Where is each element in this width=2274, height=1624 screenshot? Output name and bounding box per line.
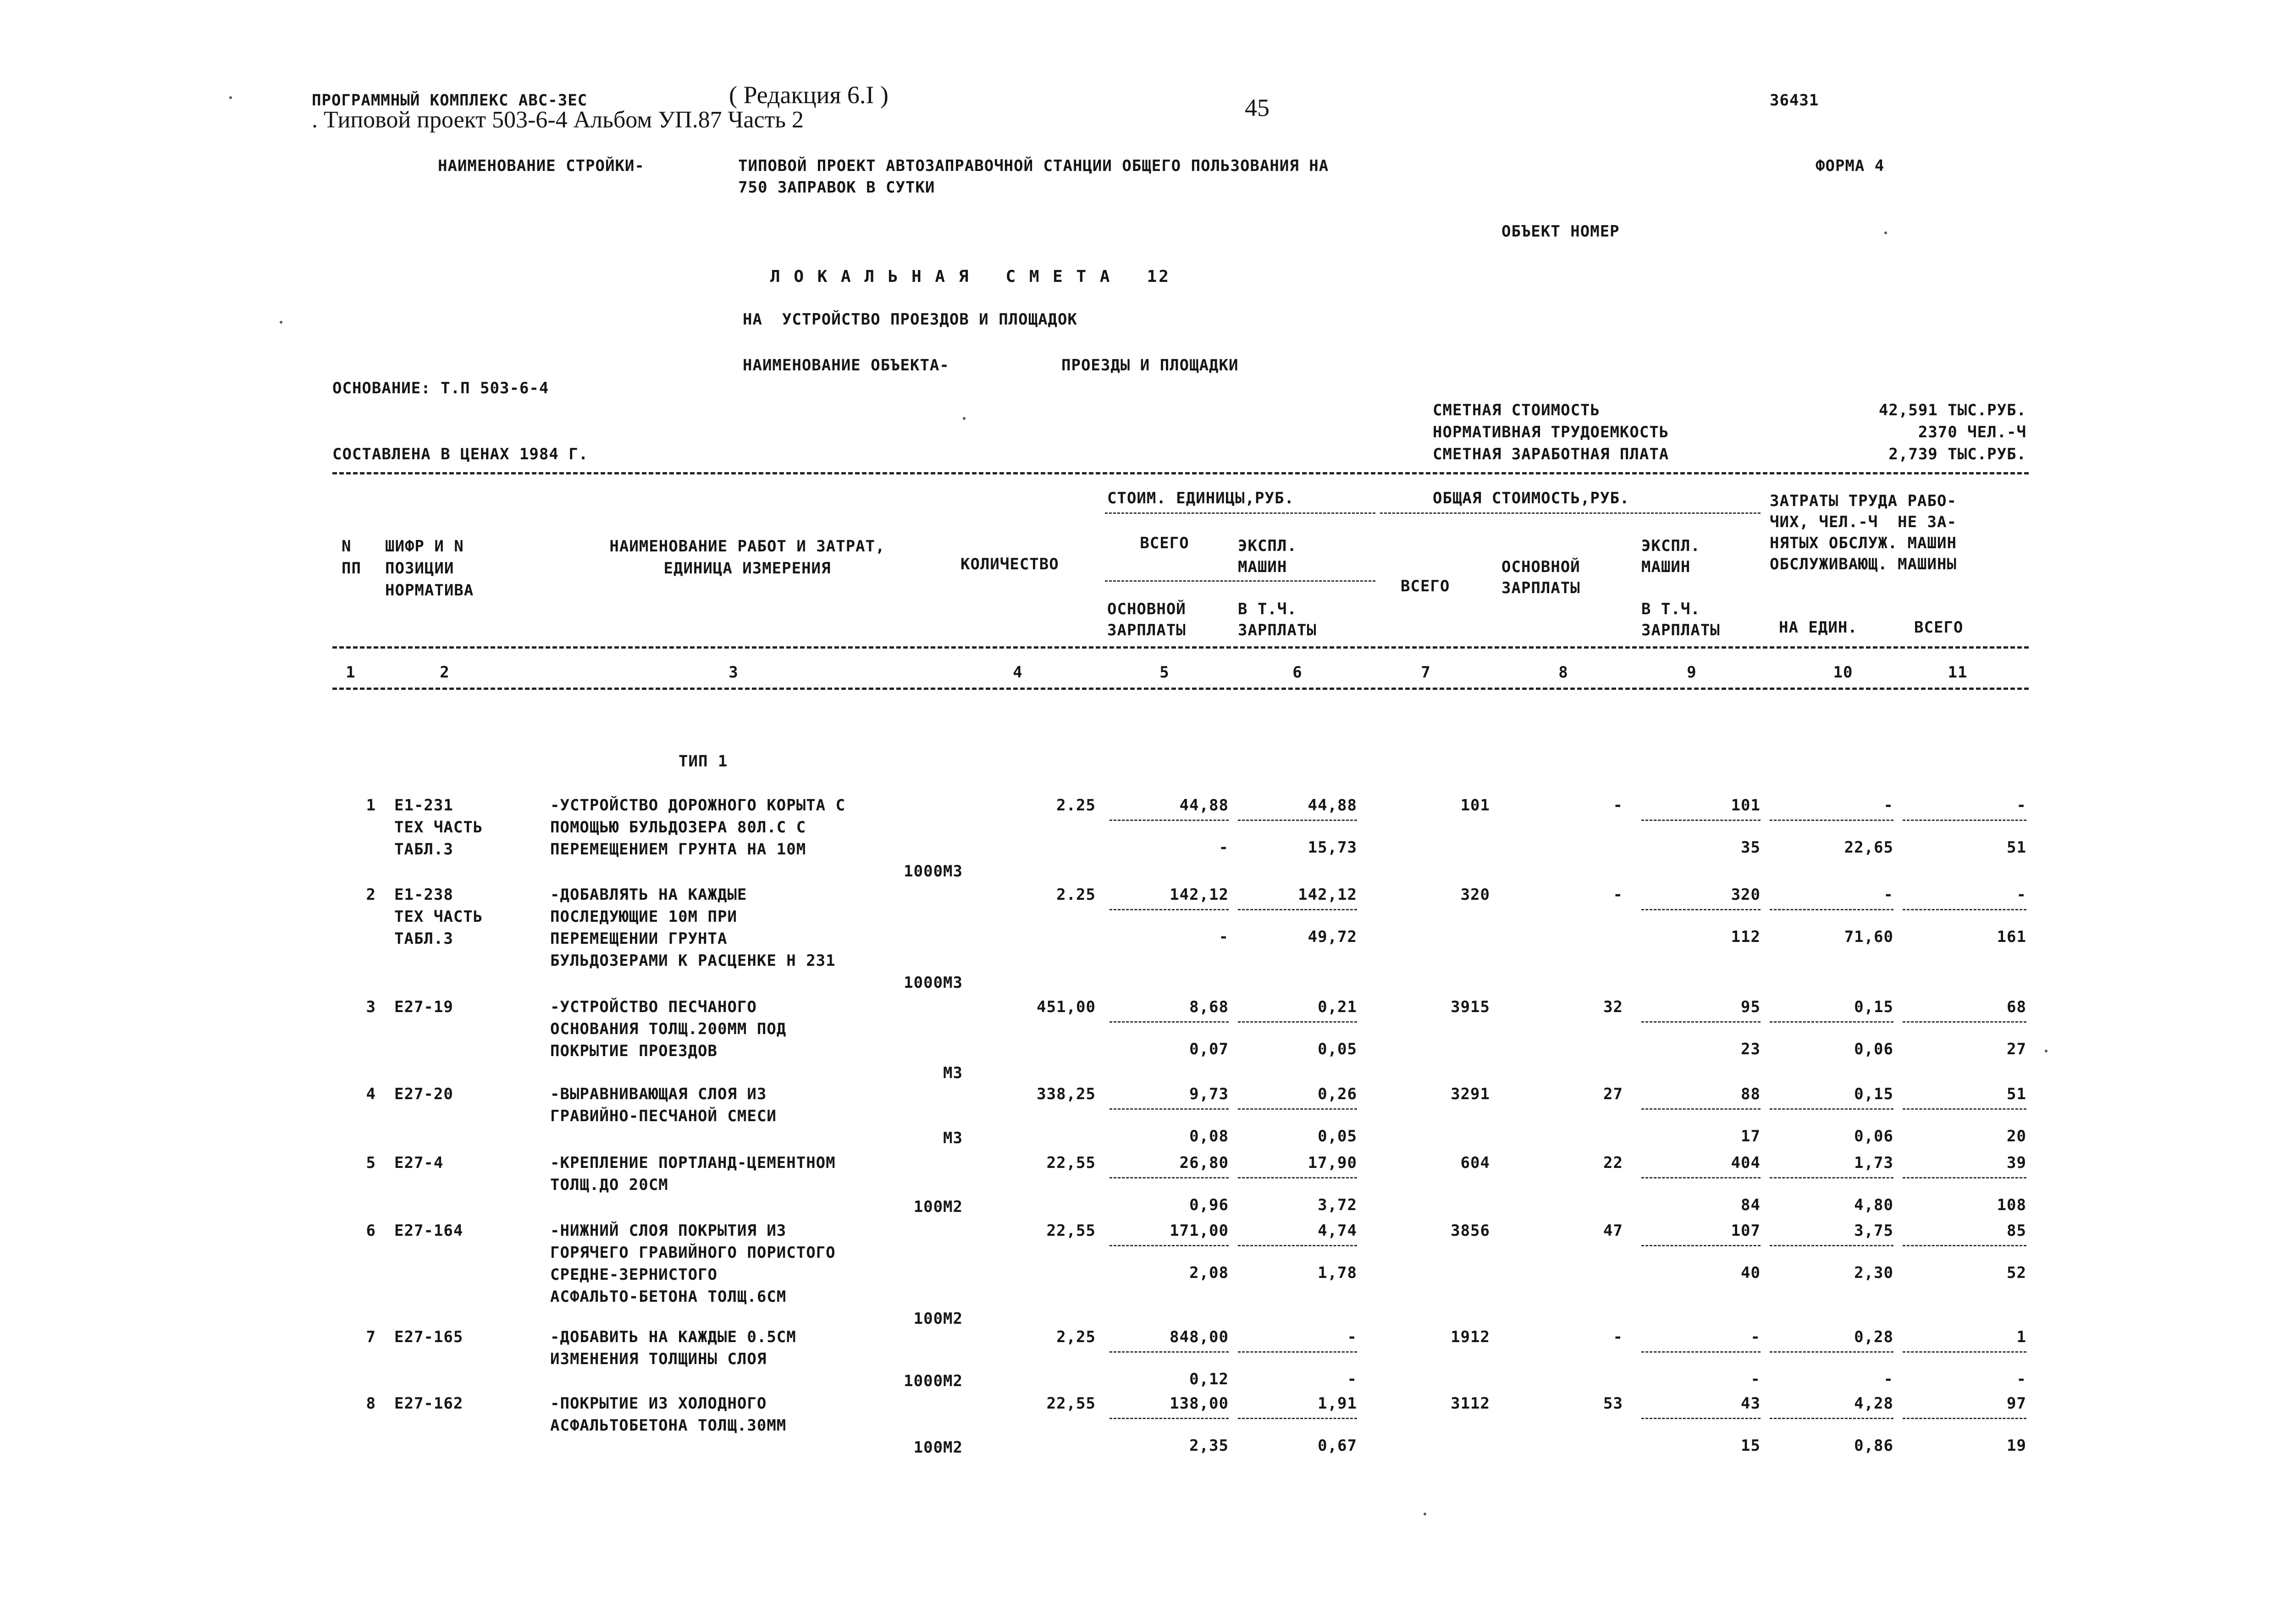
unit-cost-wage: -	[1219, 928, 1229, 946]
unit-cost-wage: -	[1219, 838, 1229, 857]
labor-total-machine: 108	[1997, 1196, 2026, 1214]
cell-divider	[1641, 1245, 1761, 1246]
labor-per-unit: -	[1883, 796, 1893, 815]
cell-divider	[1641, 1418, 1761, 1419]
unit-cost-machines: 17,90	[1308, 1154, 1357, 1172]
labor-per-unit: -	[1883, 886, 1893, 904]
cell-divider	[1903, 1351, 2026, 1353]
row-number: 2	[366, 886, 376, 904]
unit-cost-total: 8,68	[1189, 998, 1229, 1016]
total-wage: -	[1613, 886, 1623, 904]
row-quantity: 2.25	[1056, 886, 1096, 904]
labor-total-machine: 161	[1997, 928, 2026, 946]
header-bottom-rule	[332, 688, 2029, 690]
cell-divider	[1770, 1418, 1893, 1419]
total-wage: 32	[1603, 998, 1623, 1016]
column-number: 7	[1421, 663, 1431, 682]
unit-cost-machine-wage: 0,05	[1318, 1127, 1357, 1145]
total-machines: 95	[1741, 998, 1761, 1016]
labor-per-unit: 0,28	[1854, 1328, 1893, 1346]
col-header-total-mach: ЭКСПЛ. МАШИН	[1641, 537, 1700, 576]
cell-divider	[1903, 1108, 2026, 1110]
labor-per-unit: 1,73	[1854, 1154, 1893, 1172]
unit-cost-machines: 44,88	[1308, 796, 1357, 815]
doc-code: 36431	[1770, 91, 1819, 110]
unit-cost-wage: 0,08	[1189, 1127, 1229, 1145]
cell-divider	[1770, 1245, 1893, 1246]
summary-label-labor: НОРМАТИВНАЯ ТРУДОЕМКОСТЬ	[1433, 423, 1669, 441]
total-machine-wage: 112	[1731, 928, 1761, 946]
labor-per-unit-machine: 0,06	[1854, 1040, 1893, 1058]
cell-divider	[1109, 1418, 1229, 1419]
total-cost: 604	[1460, 1154, 1490, 1172]
column-number: 5	[1159, 663, 1170, 682]
row-code: ТЕХ ЧАСТЬ	[394, 818, 483, 837]
scan-speck	[229, 96, 232, 99]
labor-total-machine: 27	[2007, 1040, 2026, 1058]
cell-divider	[1770, 1351, 1893, 1353]
scan-speck	[1424, 1513, 1426, 1515]
row-number: 8	[366, 1394, 376, 1413]
row-quantity: 22,55	[1046, 1154, 1096, 1172]
col-header-unit-total: ВСЕГО	[1140, 534, 1189, 552]
cell-divider	[1109, 1108, 1229, 1110]
labor-total-machine: -	[2016, 1370, 2026, 1388]
cell-divider	[1238, 1108, 1357, 1110]
total-machines: 320	[1731, 886, 1761, 904]
cell-divider	[1641, 1177, 1761, 1178]
unit-cost-machines: 0,21	[1318, 998, 1357, 1016]
row-unit: М3	[943, 1064, 963, 1082]
labor-total: 68	[2007, 998, 2026, 1016]
column-number: 11	[1948, 663, 1968, 682]
labor-total-machine: 51	[2007, 838, 2026, 857]
unit-cost-total: 26,80	[1179, 1154, 1229, 1172]
edition-label: ( Редакция 6.I )	[729, 81, 889, 109]
table-top-rule	[332, 472, 2029, 474]
row-quantity: 451,00	[1037, 998, 1096, 1016]
col-header-no: N ПП	[342, 537, 361, 578]
unit-cost-total: 142,12	[1170, 886, 1229, 904]
total-cost: 320	[1460, 886, 1490, 904]
row-unit: 100М2	[913, 1310, 963, 1328]
row-name: -КРЕПЛЕНИЕ ПОРТЛАНД-ЦЕМЕНТНОМ	[550, 1154, 836, 1172]
page-subtitle: НА УСТРОЙСТВО ПРОЕЗДОВ И ПЛОЩАДОК	[743, 310, 1077, 329]
row-code: Е1-238	[394, 886, 453, 904]
row-name: СРЕДНЕ-ЗЕРНИСТОГО	[550, 1266, 718, 1284]
column-number: 3	[729, 663, 739, 682]
labor-per-unit: 3,75	[1854, 1222, 1893, 1240]
divider	[1380, 512, 1761, 514]
construction-line1: ТИПОВОЙ ПРОЕКТ АВТОЗАПРАВОЧНОЙ СТАНЦИИ ОБЩЕГО ПОЛЬЗОВАНИЯ НА	[738, 157, 1329, 175]
row-code: ТЕХ ЧАСТЬ	[394, 908, 483, 926]
unit-cost-total: 848,00	[1170, 1328, 1229, 1346]
col-header-labor-total: ВСЕГО	[1914, 618, 1964, 637]
row-code: Е27-162	[394, 1394, 464, 1413]
scan-speck	[2045, 1050, 2048, 1052]
row-number: 6	[366, 1222, 376, 1240]
labor-total: 51	[2007, 1085, 2026, 1103]
program-label: ПРОГРАММНЫЙ КОМПЛЕКС АВС-3ЕС	[312, 91, 588, 110]
unit-cost-total: 171,00	[1170, 1222, 1229, 1240]
unit-cost-machine-wage: 1,78	[1318, 1264, 1357, 1282]
row-unit: 1000М3	[904, 862, 963, 881]
cell-divider	[1109, 820, 1229, 821]
row-code: Е1-231	[394, 796, 453, 815]
project-label: . Типовой проект 503-6-4 Альбом УП.87 Часть 2	[312, 107, 804, 133]
row-code: Е27-4	[394, 1154, 444, 1172]
unit-cost-machine-wage: 0,05	[1318, 1040, 1357, 1058]
labor-per-unit-machine: 71,60	[1844, 928, 1893, 946]
row-quantity: 22,55	[1046, 1394, 1096, 1413]
row-number: 7	[366, 1328, 376, 1346]
col-header-labor: ЗАТРАТЫ ТРУДА РАБО- ЧИХ, ЧЕЛ.-Ч НЕ ЗА- НЯТЫХ ОБСЛУЖ. МАШИН ОБСЛУЖИВАЮЩ. МАШИНЫ	[1770, 492, 1957, 573]
cell-divider	[1903, 1021, 2026, 1023]
row-name: БУЛЬДОЗЕРАМИ К РАСЦЕНКЕ Н 231	[550, 952, 836, 970]
col-header-total-cost: ОБЩАЯ СТОИМОСТЬ,РУБ.	[1433, 489, 1630, 507]
total-machines: 404	[1731, 1154, 1761, 1172]
col-header-total-all: ВСЕГО	[1401, 577, 1450, 595]
divider	[1105, 512, 1375, 514]
row-code: Е27-164	[394, 1222, 464, 1240]
total-wage: 27	[1603, 1085, 1623, 1103]
unit-cost-machines: 1,91	[1318, 1394, 1357, 1413]
column-number: 6	[1292, 663, 1303, 682]
cell-divider	[1238, 1177, 1357, 1178]
total-machines: 88	[1741, 1085, 1761, 1103]
unit-cost-total: 138,00	[1170, 1394, 1229, 1413]
row-number: 4	[366, 1085, 376, 1103]
row-name: -ВЫРАВНИВАЮЩАЯ СЛОЯ ИЗ	[550, 1085, 767, 1103]
labor-per-unit-machine: 2,30	[1854, 1264, 1893, 1282]
row-name: ПОКРЫТИЕ ПРОЕЗДОВ	[550, 1042, 718, 1060]
divider	[1105, 580, 1375, 582]
row-unit: 1000М3	[904, 974, 963, 992]
row-code: ТАБЛ.3	[394, 840, 453, 859]
row-unit: М3	[943, 1129, 963, 1147]
labor-per-unit-machine: 22,65	[1844, 838, 1893, 857]
labor-total: -	[2016, 796, 2026, 815]
col-header-total-wage: ОСНОВНОЙ ЗАРПЛАТЫ	[1501, 558, 1580, 597]
unit-cost-machines: -	[1347, 1328, 1357, 1346]
summary-label-wage: СМЕТНАЯ ЗАРАБОТНАЯ ПЛАТА	[1433, 445, 1669, 463]
total-cost: 3856	[1451, 1222, 1490, 1240]
col-header-name: НАИМЕНОВАНИЕ РАБОТ И ЗАТРАТ, ЕДИНИЦА ИЗМЕРЕНИЯ	[609, 537, 885, 578]
row-name: -ДОБАВИТЬ НА КАЖДЫЕ 0.5СМ	[550, 1328, 796, 1346]
column-number: 2	[440, 663, 450, 682]
total-machine-wage: 40	[1741, 1264, 1761, 1282]
col-header-qty: КОЛИЧЕСТВО	[960, 555, 1059, 573]
col-header-unit-mach-wage: В Т.Ч. ЗАРПЛАТЫ	[1238, 600, 1317, 639]
row-code: Е27-19	[394, 998, 453, 1016]
total-wage: 53	[1603, 1394, 1623, 1413]
basis-label: ОСНОВАНИЕ: Т.П 503-6-4	[332, 379, 549, 397]
unit-cost-total: 44,88	[1179, 796, 1229, 815]
labor-total: 39	[2007, 1154, 2026, 1172]
construction-label: НАИМЕНОВАНИЕ СТРОЙКИ-	[438, 157, 645, 175]
cell-divider	[1770, 1177, 1893, 1178]
row-name: -ПОКРЫТИЕ ИЗ ХОЛОДНОГО	[550, 1394, 767, 1413]
unit-cost-wage: 2,35	[1189, 1437, 1229, 1455]
total-machine-wage: 17	[1741, 1127, 1761, 1145]
row-name: ТОЛЩ.ДО 20СМ	[550, 1176, 668, 1194]
total-machine-wage: 35	[1741, 838, 1761, 857]
object-name: ПРОЕЗДЫ И ПЛОЩАДКИ	[1061, 356, 1239, 374]
row-quantity: 2.25	[1056, 796, 1096, 815]
labor-per-unit-machine: -	[1883, 1370, 1893, 1388]
total-wage: -	[1613, 1328, 1623, 1346]
total-machine-wage: 15	[1741, 1437, 1761, 1455]
labor-per-unit-machine: 4,80	[1854, 1196, 1893, 1214]
total-machines: 43	[1741, 1394, 1761, 1413]
construction-line2: 750 ЗАПРАВОК В СУТКИ	[738, 178, 935, 197]
cell-divider	[1903, 1177, 2026, 1178]
object-label: НАИМЕНОВАНИЕ ОБЪЕКТА-	[743, 356, 949, 374]
row-name: -УСТРОЙСТВО ДОРОЖНОГО КОРЫТА С	[550, 796, 846, 815]
unit-cost-wage: 0,07	[1189, 1040, 1229, 1058]
unit-cost-machine-wage: 15,73	[1308, 838, 1357, 857]
row-code: Е27-20	[394, 1085, 453, 1103]
total-machine-wage: 84	[1741, 1196, 1761, 1214]
cell-divider	[1770, 909, 1893, 910]
row-code: ТАБЛ.3	[394, 930, 453, 948]
labor-total: 97	[2007, 1394, 2026, 1413]
page-number: 45	[1245, 94, 1269, 121]
total-wage: -	[1613, 796, 1623, 815]
cell-divider	[1641, 1021, 1761, 1023]
unit-cost-machines: 4,74	[1318, 1222, 1357, 1240]
total-cost: 101	[1460, 796, 1490, 815]
row-name: ПОСЛЕДУЮЩИЕ 10М ПРИ	[550, 908, 737, 926]
column-number: 8	[1558, 663, 1568, 682]
cell-divider	[1109, 1245, 1229, 1246]
row-unit: 100М2	[913, 1198, 963, 1216]
row-name: ПОМОЩЬЮ БУЛЬДОЗЕРА 80Л.С С	[550, 818, 806, 837]
cell-divider	[1238, 909, 1357, 910]
col-header-unit-wage: ОСНОВНОЙ ЗАРПЛАТЫ	[1107, 600, 1186, 639]
cell-divider	[1770, 1021, 1893, 1023]
unit-cost-machine-wage: 3,72	[1318, 1196, 1357, 1214]
total-machine-wage: -	[1750, 1370, 1761, 1388]
cell-divider	[1238, 1351, 1357, 1353]
labor-total-machine: 20	[2007, 1127, 2026, 1145]
column-number: 10	[1833, 663, 1853, 682]
unit-cost-machine-wage: 49,72	[1308, 928, 1357, 946]
row-unit: 100М2	[913, 1438, 963, 1457]
summary-label-cost: СМЕТНАЯ СТОИМОСТЬ	[1433, 401, 1600, 419]
row-name: -УСТРОЙСТВО ПЕСЧАНОГО	[550, 998, 757, 1016]
col-header-code: ШИФР И N ПОЗИЦИИ НОРМАТИВА	[385, 537, 474, 600]
cell-divider	[1903, 820, 2026, 821]
cell-divider	[1770, 820, 1893, 821]
cell-divider	[1903, 909, 2026, 910]
column-number: 1	[346, 663, 356, 682]
total-cost: 1912	[1451, 1328, 1490, 1346]
unit-cost-wage: 0,12	[1189, 1370, 1229, 1388]
scan-speck	[1884, 231, 1887, 234]
row-name: ИЗМЕНЕНИЯ ТОЛЩИНЫ СЛОЯ	[550, 1350, 767, 1368]
cell-divider	[1903, 1245, 2026, 1246]
cell-divider	[1641, 1108, 1761, 1110]
row-quantity: 2,25	[1056, 1328, 1096, 1346]
row-name: АСФАЛЬТО-БЕТОНА ТОЛЩ.6СМ	[550, 1288, 787, 1306]
col-header-unit-cost: СТОИМ. ЕДИНИЦЫ,РУБ.	[1107, 489, 1294, 507]
cell-divider	[1238, 1021, 1357, 1023]
col-header-unit-mach: ЭКСПЛ. МАШИН	[1238, 537, 1297, 576]
cell-divider	[1238, 1418, 1357, 1419]
cell-divider	[1109, 1351, 1229, 1353]
prices-label: СОСТАВЛЕНА В ЦЕНАХ 1984 Г.	[332, 445, 589, 463]
unit-cost-machines: 0,26	[1318, 1085, 1357, 1103]
total-cost: 3112	[1451, 1394, 1490, 1413]
row-name: ПЕРЕМЕЩЕНИЕМ ГРУНТА НА 10М	[550, 840, 806, 859]
header-rule	[332, 646, 2029, 649]
labor-total: -	[2016, 886, 2026, 904]
row-name: ПЕРЕМЕЩЕНИИ ГРУНТА	[550, 930, 728, 948]
page-title: Л О К А Л Ь Н А Я С М Е Т А 12	[770, 267, 1170, 286]
row-code: Е27-165	[394, 1328, 464, 1346]
labor-per-unit-machine: 0,86	[1854, 1437, 1893, 1455]
total-machines: 107	[1731, 1222, 1761, 1240]
labor-per-unit-machine: 0,06	[1854, 1127, 1893, 1145]
row-quantity: 338,25	[1037, 1085, 1096, 1103]
cell-divider	[1109, 1177, 1229, 1178]
summary-value-labor: 2370 ЧЕЛ.-Ч	[1918, 423, 2026, 441]
column-number: 9	[1687, 663, 1697, 682]
cell-divider	[1109, 909, 1229, 910]
unit-cost-wage: 0,96	[1189, 1196, 1229, 1214]
row-number: 5	[366, 1154, 376, 1172]
summary-value-cost: 42,591 ТЫС.РУБ.	[1878, 401, 2026, 419]
row-name: ГОРЯЧЕГО ГРАВИЙНОГО ПОРИСТОГО	[550, 1244, 836, 1262]
row-name: АСФАЛЬТОБЕТОНА ТОЛЩ.30ММ	[550, 1416, 787, 1435]
col-header-total-mach-wage: В Т.Ч. ЗАРПЛАТЫ	[1641, 600, 1720, 639]
cell-divider	[1770, 1108, 1893, 1110]
col-header-labor-unit: НА ЕДИН.	[1779, 618, 1858, 637]
labor-total: 1	[2016, 1328, 2026, 1346]
row-name: -НИЖНИЙ СЛОЯ ПОКРЫТИЯ ИЗ	[550, 1222, 787, 1240]
row-name: -ДОБАВЛЯТЬ НА КАЖДЫЕ	[550, 886, 747, 904]
labor-per-unit: 0,15	[1854, 1085, 1893, 1103]
cell-divider	[1641, 1351, 1761, 1353]
row-unit: 1000М2	[904, 1372, 963, 1390]
labor-total-machine: 52	[2007, 1264, 2026, 1282]
object-number-label: ОБЪЕКТ НОМЕР	[1501, 222, 1620, 241]
total-machine-wage: 23	[1741, 1040, 1761, 1058]
row-number: 1	[366, 796, 376, 815]
total-machines: -	[1750, 1328, 1761, 1346]
labor-total-machine: 19	[2007, 1437, 2026, 1455]
unit-cost-total: 9,73	[1189, 1085, 1229, 1103]
cell-divider	[1109, 1021, 1229, 1023]
summary-value-wage: 2,739 ТЫС.РУБ.	[1888, 445, 2026, 463]
labor-total: 85	[2007, 1222, 2026, 1240]
total-wage: 22	[1603, 1154, 1623, 1172]
row-quantity: 22,55	[1046, 1222, 1096, 1240]
unit-cost-wage: 2,08	[1189, 1264, 1229, 1282]
row-number: 3	[366, 998, 376, 1016]
unit-cost-machine-wage: -	[1347, 1370, 1357, 1388]
unit-cost-machine-wage: 0,67	[1318, 1437, 1357, 1455]
scan-speck	[963, 417, 966, 420]
labor-per-unit: 4,28	[1854, 1394, 1893, 1413]
form-label: ФОРМА 4	[1816, 157, 1885, 175]
total-cost: 3915	[1451, 998, 1490, 1016]
column-number: 4	[1013, 663, 1023, 682]
cell-divider	[1903, 1418, 2026, 1419]
cell-divider	[1641, 820, 1761, 821]
cell-divider	[1238, 1245, 1357, 1246]
total-cost: 3291	[1451, 1085, 1490, 1103]
section-title: ТИП 1	[679, 752, 728, 771]
scan-speck	[280, 321, 282, 324]
cell-divider	[1238, 820, 1357, 821]
labor-per-unit: 0,15	[1854, 998, 1893, 1016]
cell-divider	[1641, 909, 1761, 910]
total-machines: 101	[1731, 796, 1761, 815]
row-name: ГРАВИЙНО-ПЕСЧАНОЙ СМЕСИ	[550, 1107, 777, 1125]
unit-cost-machines: 142,12	[1298, 886, 1357, 904]
total-wage: 47	[1603, 1222, 1623, 1240]
row-name: ОСНОВАНИЯ ТОЛЩ.200ММ ПОД	[550, 1020, 787, 1038]
